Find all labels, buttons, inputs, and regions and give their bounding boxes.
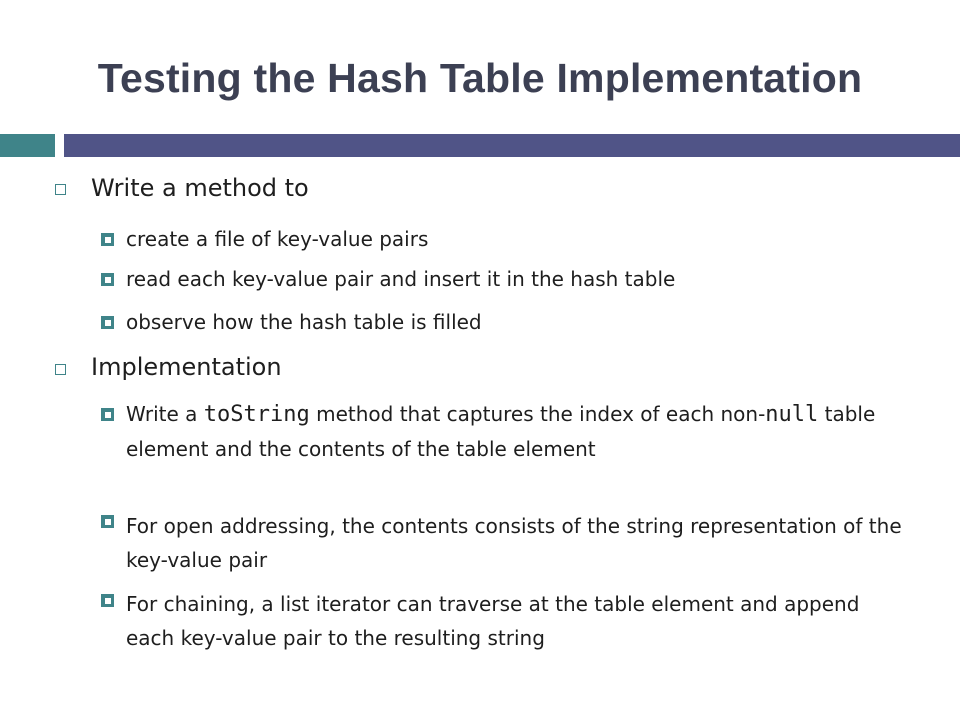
sub-bullet-icon [101,594,114,607]
sub-bullet-icon [101,515,114,528]
sub-bullet-icon [101,316,114,329]
sub-bullet-read-insert: read each key-value pair and insert it in the hash table [126,267,676,291]
sub-bullet-icon [101,233,114,246]
sub-bullet-observe: observe how the hash table is filled [126,310,482,334]
sub-bullet-create-file: create a file of key-value pairs [126,227,429,251]
text-segment: method that captures the index of each non- [309,402,766,426]
code-tostring: toString [203,402,310,427]
slide-title: Testing the Hash Table Implementation [97,55,863,101]
sub-bullet-chaining: For chaining, a list iterator can traverse at the table element and append each key-value pair to the resulting string [126,592,860,650]
bullet-square-icon [55,364,66,375]
sub-bullet-icon [101,408,114,421]
code-null: null [765,402,819,427]
title-accent-bar [64,134,960,157]
sub-bullet-open-addressing: For open addressing, the contents consists of the string representation of the key-value pair [126,514,902,572]
text-segment: table element and the contents of the table element [126,402,876,461]
text-segment: Write a [126,402,204,426]
bullet-implementation: Implementation [91,353,282,381]
sub-bullet-icon [101,273,114,286]
bullet-square-icon [55,184,66,195]
title-accent-bar-left [0,134,55,157]
sub-bullet-tostring [126,397,906,466]
bullet-write-method: Write a method to [91,174,309,202]
